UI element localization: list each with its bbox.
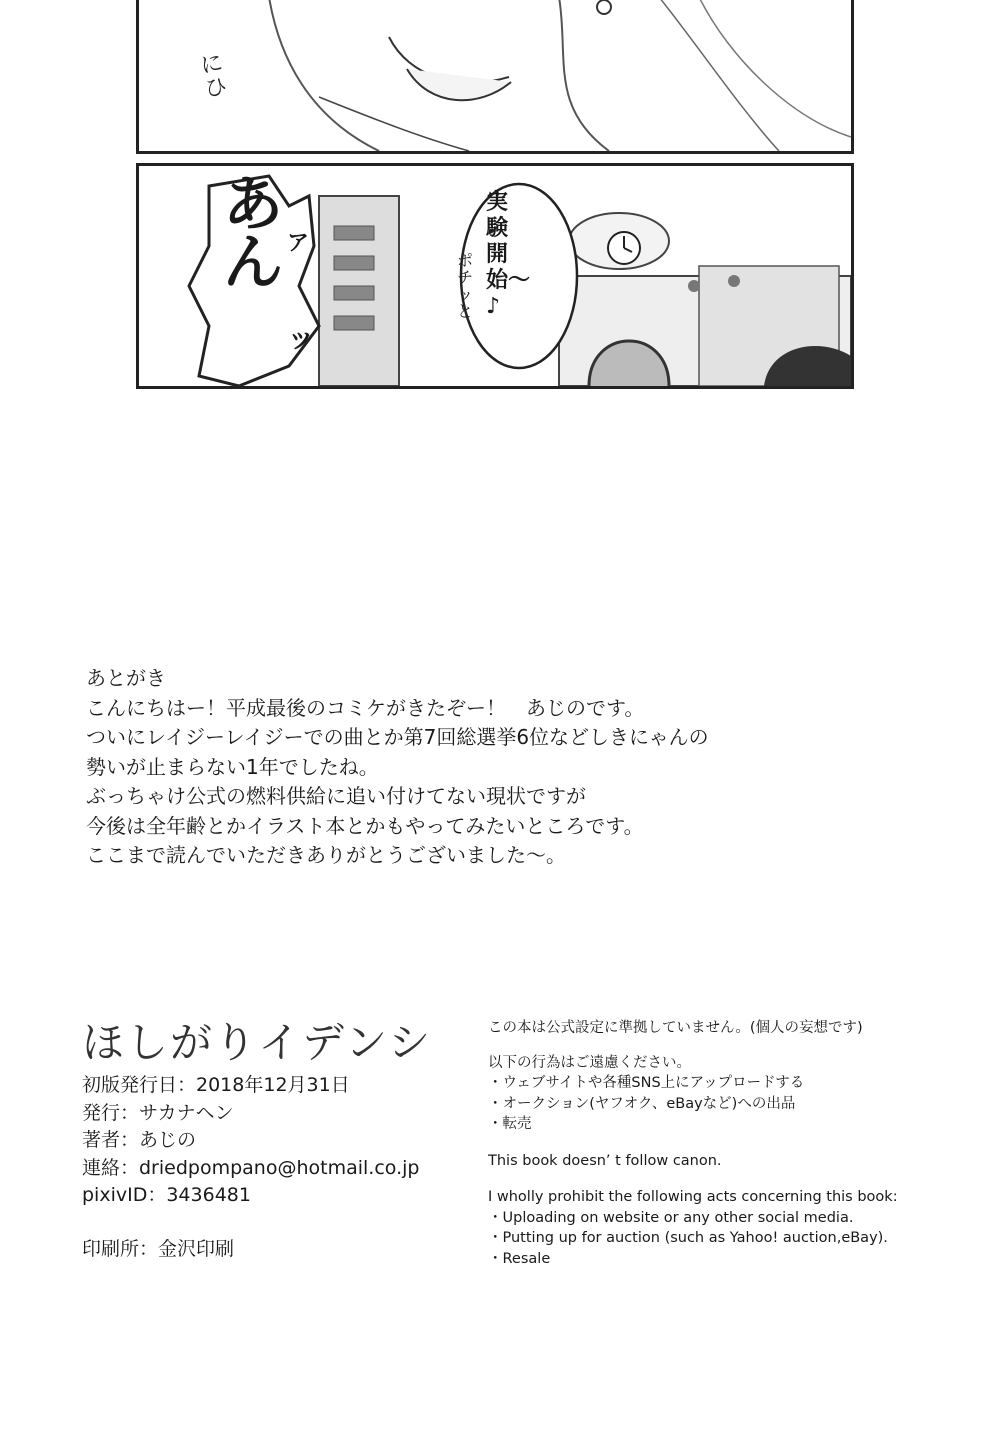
afterword-line: ここまで読んでいただきありがとうございました〜。 [86,843,566,867]
prohibit-heading-en: I wholly prohibit the following acts concerning this book: [488,1189,898,1205]
prohibit-item-en: ・Resale [488,1250,551,1267]
publisher: 発行：サカナヘン [82,1101,234,1124]
afterword-line: 勢いが止まらない1年でしたね。 [86,754,379,779]
sfx-shout-end: ッ [287,321,316,354]
afterword-line: こんにちはー！平成最後のコミケがきたぞー！ あじのです。 [86,695,645,720]
prohibit-item-ja: ・オークション(ヤフオク、eBayなど)への出品 [488,1095,796,1112]
disclaimer-ja: この本は公式設定に準拠していません。(個人の妄想です) [488,1020,863,1036]
prohibit-heading-ja: 以下の行為はご遠慮ください。 [488,1054,691,1071]
printer: 印刷所：金沢印刷 [82,1238,235,1260]
manga-panel-top [136,0,854,154]
sfx-shout-small: ア [287,231,310,256]
notice [488,1018,968,1269]
manga-panel-bottom [136,163,854,389]
pixiv-id: pixivID：3436481 [82,1184,251,1206]
afterword-line: 今後は全年齢とかイラスト本とかもやってみたいところです。 [86,813,644,838]
speech-bubble-text: 実験開始〜♪ [486,190,531,319]
afterword-line: ついにレイジーレイジーでの曲とか第7回総選挙6位などしきにゃんの [86,725,709,749]
contact-email: 連絡：driedpompano@hotmail.co.jp [82,1156,420,1179]
afterword [86,664,926,871]
panel-top-art [139,0,851,151]
prohibit-item-en: ・Uploading on website or any other social media. [488,1209,854,1226]
disclaimer-en: This book doesn’ t follow canon. [488,1152,722,1169]
first-edition-date: 初版発行日：2018年12月31日 [82,1074,350,1096]
sfx-pochitto: ポチッと [457,251,474,321]
afterword-heading: あとがき [86,666,166,690]
afterword-line: ぶっちゃけ公式の燃料供給に追い付けてない現状ですが [86,784,586,808]
prohibit-item-ja: ・ウェブサイトや各種SNS上にアップロードする [488,1075,805,1091]
prohibit-item-en: ・Putting up for auction (such as Yahoo! auction,eBay). [488,1230,888,1246]
colophon [82,1072,419,1210]
prohibit-item-ja: ・転売 [488,1116,532,1132]
sfx-niko: にひ [198,50,230,103]
sfx-shout: あん [223,170,283,298]
author: 著者：あじの [82,1129,197,1151]
book-title: ほしがりイデンシ [82,1018,433,1067]
